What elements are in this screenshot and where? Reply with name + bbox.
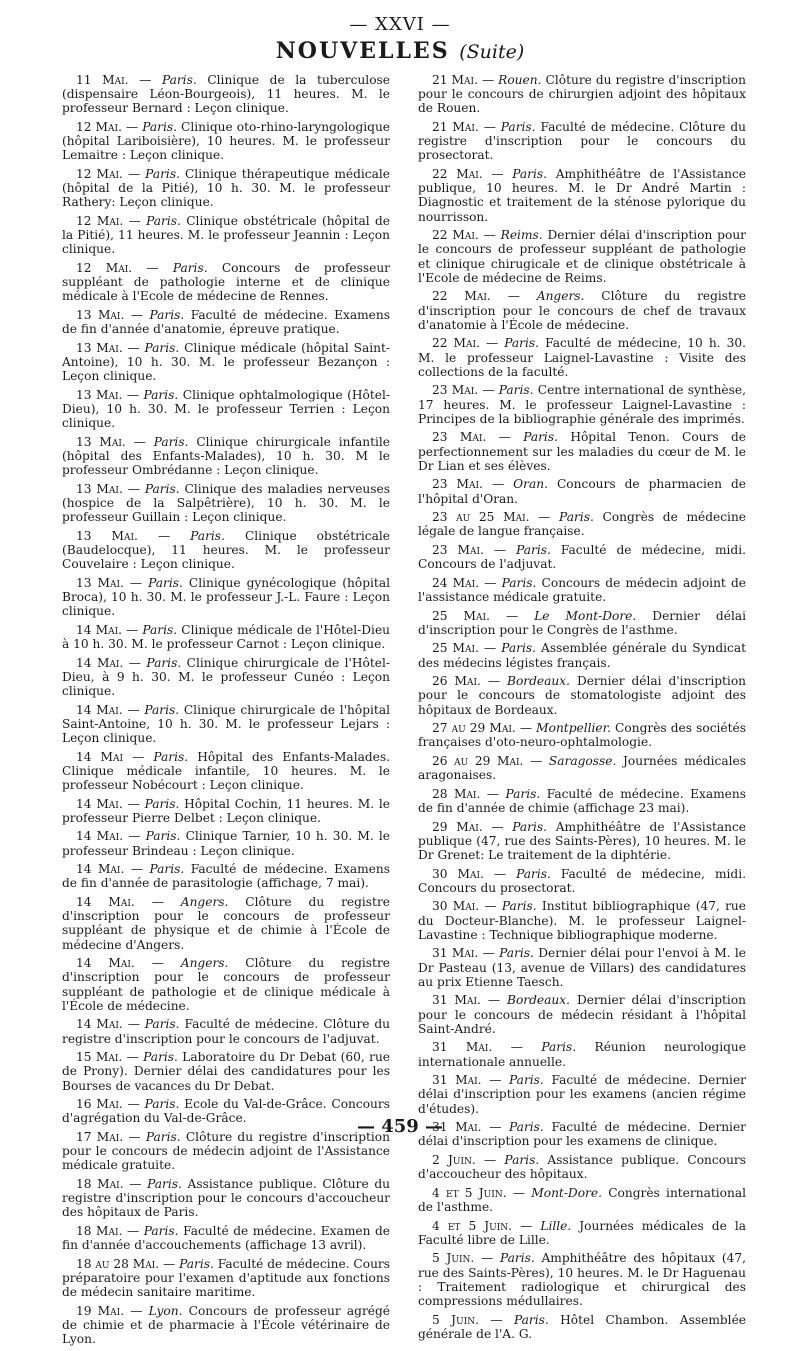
entry-text: Faculté de médecine, 10 h. 30. M. le professeur Laignel-Lavastine : Visite des collections de la faculté.	[418, 336, 746, 379]
entry-date: 22 Mai.	[432, 167, 483, 181]
entry-date: 5 Juin.	[432, 1251, 475, 1266]
entry-city: Paris.	[143, 1223, 179, 1238]
entry-city: Paris.	[143, 387, 179, 402]
entry-city: Paris.	[146, 655, 182, 670]
news-entry: 22 Mai. — Angers. Clôture du registre d'inscription pour le concours de chef de travaux d'anatomie à l'École de médecine.	[418, 289, 746, 332]
entry-text: Réunion neurologique internationale annuelle.	[418, 1040, 746, 1069]
news-entry: 14 Mai. — Paris. Hôpital Cochin, 11 heures. M. le professeur Pierre Delbet : Leçon clinique.	[62, 796, 391, 825]
entry-date: 23 Mai.	[432, 477, 483, 492]
entry-text: Congrès des sociétés françaises d'oto-neuro-ophtalmologie.	[418, 721, 746, 750]
entry-text: Hôpital des Enfants-Malades. Clinique médicale infantile, 10 heures. M. le professeur Nobécourt : Leçon clinique.	[62, 749, 391, 792]
news-entry: 23 Mai. — Paris. Faculté de médecine, midi. Concours de l'adjuvat.	[418, 543, 746, 572]
news-entry: 4 et 5 Juin. — Lille. Journées médicales de la Faculté libre de Lille.	[418, 1218, 747, 1247]
news-entry: 18 Mai. — Paris. Assistance publique. Clôture du registre d'inscription pour le concours d'accoucheur des hôpitaux de Paris.	[62, 1176, 391, 1220]
news-entry: 14 Mai. — Paris. Clinique chirurgicale de l'Hôtel-Dieu, à 9 h. 30. M. le professeur Cunéo : Leçon clinique.	[62, 655, 391, 698]
entry-city: Paris.	[523, 430, 558, 445]
entry-text: Concours de pharmacien de l'hôpital d'Oran.	[418, 477, 747, 506]
news-entry: 14 Mai. — Paris. Faculté de médecine. Examens de fin d'année de parasitologie (affichage, 7 mai).	[62, 862, 390, 891]
entry-city: Paris.	[153, 749, 189, 764]
page-number: — 459 —	[356, 1116, 444, 1137]
entry-date: 23 Mai.	[432, 383, 479, 398]
entry-city: Paris.	[516, 543, 551, 557]
entry-city: Paris.	[500, 120, 536, 134]
news-entry: 22 Mai. — Reims. Dernier délai d'inscription pour le concours de professeur suppléant de pathologie et clinique chirugicale et de clinique obstétricale à l'Ecole de médecine de Reims.	[418, 228, 746, 285]
news-entry: 23 Mai. — Oran. Concours de pharmacien de l'hôpital d'Oran.	[418, 477, 747, 506]
entry-date: 4 et 5 Juin.	[432, 1185, 507, 1200]
entry-city: Paris.	[142, 622, 178, 637]
news-entry: 4 et 5 Juin. — Mont-Dore. Congrès international de l'asthme.	[418, 1185, 746, 1214]
entry-date: 18 au 28 Mai.	[76, 1256, 160, 1271]
entry-text: Clinique chirurgicale infantile (hôpital des Enfants-Malades), 10 h. 30. M le professeur Ombrédanne : Leçon clinique.	[62, 434, 391, 478]
entry-text: Congrès de médecine légale de langue française.	[418, 510, 747, 539]
entry-city: Paris.	[501, 899, 537, 914]
entry-date: 19 Mai.	[76, 1303, 125, 1318]
news-entry: 18 au 28 Mai. — Paris. Faculté de médecine. Cours préparatoire pour l'examen d'aptitude aux fonctions de médecin sanitaire maritime.	[62, 1256, 391, 1300]
entry-text: Faculté de médecine. Cours préparatoire pour l'examen d'aptitude aux fonctions de médecin sanitaire maritime.	[62, 1256, 391, 1300]
entry-city: Paris.	[161, 73, 197, 87]
entry-city: Paris.	[144, 796, 180, 811]
entry-text: Centre international de synthèse, 17 heures. M. le professeur Laignel-Lavastine : Principes de la bibliographie générale des imprimés.	[418, 383, 746, 426]
entry-text: Laboratoire du Dr Debat (60, rue de Prony). Dernier délai des candidatures pour les Bourses de vacances du Dr Debat.	[62, 1050, 390, 1093]
entry-text: Hôtel Chambon. Assemblée générale de l'A. G.	[418, 1312, 746, 1341]
entry-date: 21 Mai.	[432, 73, 478, 87]
entry-text: Clinique médicale (hôpital Saint-Antoine), 10 h. 30. M. le professeur Bezançon : Leçon clinique.	[62, 340, 390, 384]
entry-date: 14 Mai.	[76, 829, 124, 844]
news-entry: 12 Mai. — Paris. Clinique oto-rhino-laryngologique (hôpital Lariboisière), 10 heures. M. le professeur Lemaitre : Leçon clinique.	[62, 120, 391, 163]
news-entry: 31 Mai. — Paris. Faculté de médecine. Dernier délai d'inscription pour les examens (ancien régime d'études).	[418, 1073, 746, 1116]
news-entry: 23 Mai. — Paris. Centre international de synthèse, 17 heures. M. le professeur Laignel-Lavastine : Principes de la bibliographie générale des imprimés.	[418, 383, 746, 426]
entry-text: Dernier délai d'inscription pour le Congrès de l'asthme.	[418, 608, 747, 637]
entry-text: Amphithéâtre des hôpitaux (47, rue des Saints-Pères), 10 heures. M. le Dr Haguenau : Traitement radiologique et chirurgical des compressions médullaires.	[418, 1251, 746, 1308]
entry-city: Montpellier.	[536, 721, 611, 736]
entry-date: 23 Mai.	[432, 430, 487, 445]
entry-city: Paris.	[504, 336, 540, 351]
entry-text: Clinique obstétricale (hôpital de la Pitié), 11 heures. M. le professeur Jeannin : Leçon clinique.	[62, 214, 390, 257]
entry-text: Hôpital Tenon. Cours de perfectionnement sur les maladies du cœur de M. le Dr Lian et ses élèves.	[418, 430, 747, 473]
entry-date: 22 Mai.	[432, 228, 479, 243]
entry-date: 12 Mai.	[76, 261, 133, 275]
entry-city: Angers.	[536, 289, 585, 304]
entry-date: 31 Mai.	[432, 946, 479, 961]
news-entry: 31 Mai. — Bordeaux. Dernier délai d'inscription pour le concours de médecin résidant à l'hôpital Saint-André.	[418, 993, 747, 1036]
entry-date: 11 Mai.	[76, 73, 129, 87]
entry-city: Paris.	[144, 702, 180, 717]
entry-city: Paris.	[509, 1073, 544, 1088]
news-entry: 19 Mai. — Lyon. Concours de professeur agrégé de chimie et de pharmacie à l'École vétérinaire de Lyon.	[62, 1303, 390, 1347]
entry-date: 31 Mai.	[432, 1073, 482, 1088]
entry-text: Clinique chirurgicale de l'hôpital Saint-Antoine, 10 h. 30. M. le professeur Lejars : Leçon clinique.	[62, 702, 390, 745]
entry-date: 14 Mai.	[76, 655, 124, 670]
news-entry: 17 Mai. — Paris. Clôture du registre d'inscription pour le concours de médecin adjoint de l'Assistance médicale gratuite.	[62, 1129, 390, 1173]
entry-city: Bordeaux.	[506, 674, 570, 689]
entry-city: Saragosse.	[548, 753, 617, 768]
entry-text: Faculté de médecine. Examen de fin d'année d'accouchements (affichage 13 avril).	[62, 1223, 390, 1253]
news-entry: 14 Mai. — Angers. Clôture du registre d'inscription pour le concours de professeur suppléant de pathologie et de clinique médicale à l'École de médecine.	[62, 956, 390, 1013]
entry-text: Journées médicales aragonaises.	[418, 753, 746, 783]
entry-city: Paris.	[179, 1256, 214, 1271]
entry-city: Paris.	[144, 1097, 180, 1112]
entry-text: Ecole du Val-de-Grâce. Concours d'agrégation du Val-de-Grâce.	[62, 1097, 390, 1126]
news-entry: 23 au 25 Mai. — Paris. Congrès de médecine légale de langue française.	[418, 510, 747, 539]
entry-city: Rouen.	[498, 73, 542, 87]
entry-text: Clôture du registre d'inscription pour le concours de médecin adjoint de l'Assistance médicale gratuite.	[62, 1129, 390, 1173]
entry-date: 18 Mai.	[76, 1176, 124, 1191]
entry-text: Faculté de médecine. Examens de fin d'année d'anatomie, épreuve pratique.	[62, 308, 390, 337]
entry-date: 31 Mai.	[432, 1120, 482, 1135]
news-entry: 25 Mai. — Le Mont-Dore. Dernier délai d'inscription pour le Congrès de l'asthme.	[418, 608, 747, 637]
entry-city: Paris.	[145, 1129, 181, 1144]
entry-city: Paris.	[499, 946, 534, 961]
news-entry: 14 Mai — Paris. Hôpital des Enfants-Malades. Clinique médicale infantile, 10 heures. M. le professeur Nobécourt : Leçon clinique.	[62, 749, 391, 792]
news-entry: 11 Mai. — Paris. Clinique de la tuberculose (dispensaire Léon-Bourgeois), 11 heures. M. le professeur Bernard : Leçon clinique.	[62, 73, 391, 116]
entry-date: 12 Mai.	[76, 120, 122, 134]
entry-text: Clinique Tarnier, 10 h. 30. M. le professeur Brindeau : Leçon clinique.	[62, 829, 390, 858]
entry-city: Lille.	[540, 1218, 572, 1233]
entry-text: Faculté de médecine. Examens de fin d'année de parasitologie (affichage, 7 mai).	[62, 862, 390, 891]
entry-date: 14 Mai.	[76, 622, 123, 637]
entry-date: 21 Mai.	[432, 120, 479, 134]
entry-text: Clinique thérapeutique médicale (hôpital de la Pitié), 10 h. 30. M. le professeur Rathery: Leçon clinique.	[62, 167, 390, 210]
news-entry: 15 Mai. — Paris. Laboratoire du Dr Debat (60, rue de Prony). Dernier délai des candidatures pour les Bourses de vacances du Dr Debat.	[62, 1050, 390, 1093]
entry-city: Paris.	[513, 1312, 549, 1327]
entry-date: 13 Mai.	[76, 387, 123, 402]
entry-text: Clinique ophtalmologique (Hôtel-Dieu), 10 h. 30. M. le professeur Terrien : Leçon clinique.	[62, 387, 391, 431]
entry-city: Paris.	[153, 434, 189, 449]
entry-city: Paris.	[146, 214, 181, 228]
news-entry: 21 Mai. — Paris. Faculté de médecine. Clôture du registre d'inscription pour le concours du prosectorat.	[418, 120, 747, 163]
section-title	[0, 38, 800, 64]
news-entry: 12 Mai. — Paris. Clinique thérapeutique médicale (hôpital de la Pitié), 10 h. 30. M. le professeur Rathery: Leçon clinique.	[62, 167, 390, 210]
news-entry: 26 au 29 Mai. — Saragosse. Journées médicales aragonaises.	[418, 753, 746, 783]
entry-text: Concours de médecin adjoint de l'assistance médicale gratuite.	[418, 575, 746, 604]
entry-date: 14 Mai.	[76, 862, 125, 877]
news-entry: 31 Mai. — Paris. Faculté de médecine. Dernier délai d'inscription pour les examens de clinique.	[418, 1120, 746, 1149]
entry-city: Angers.	[180, 894, 229, 909]
news-entry: 28 Mai. — Paris. Faculté de médecine. Examens de fin d'année de chimie (affichage 23 mai).	[418, 786, 746, 815]
entry-date: 26 Mai.	[432, 674, 481, 689]
news-entry: 18 Mai. — Paris. Faculté de médecine. Examen de fin d'année d'accouchements (affichage 13 avril).	[62, 1223, 390, 1253]
entry-text: Faculté de médecine. Examens de fin d'année de chimie (affichage 23 mai).	[418, 786, 746, 815]
entry-date: 13 Mai.	[76, 434, 126, 449]
news-entry: 14 Mai. — Paris. Clinique médicale de l'Hôtel-Dieu à 10 h. 30. M. le professeur Carnot : Leçon clinique.	[62, 622, 391, 651]
news-entry: 30 Mai. — Paris. Institut bibliographique (47, rue du Docteur-Blanche). M. le professeur Laignel-Lavastine : Technique bibliographique moderne.	[418, 899, 746, 942]
news-entry: 21 Mai. — Rouen. Clôture du registre d'inscription pour le concours de chirurgien adjoint des hôpitaux de Rouen.	[418, 73, 746, 116]
entry-date: 23 Mai.	[432, 543, 484, 557]
entry-text: Faculté de médecine. Clôture du registre d'inscription pour le concours du prosectorat.	[418, 120, 747, 163]
entry-city: Paris.	[501, 575, 537, 590]
news-entry: 2 Juin. — Paris. Assistance publique. Concours d'accoucheur des hôpitaux.	[418, 1152, 746, 1182]
right-column	[418, 73, 746, 1345]
entry-text: Institut bibliographique (47, rue du Docteur-Blanche). M. le professeur Laignel-Lavastine : Technique bibliographique moderne.	[418, 899, 746, 942]
news-entry: 23 Mai. — Paris. Hôpital Tenon. Cours de perfectionnement sur les maladies du cœur de M. le Dr Lian et ses élèves.	[418, 430, 747, 473]
news-entry: 25 Mai. — Paris. Assemblée générale du Syndicat des médecins légistes français.	[418, 641, 747, 670]
entry-date: 23 au 25 Mai.	[432, 510, 530, 525]
entry-text: Clinique obstétricale (Baudelocque), 11 heures. M. le professeur Couvelaire : Leçon clinique.	[62, 528, 391, 572]
entry-date: 2 Juin.	[432, 1152, 476, 1167]
left-column	[62, 73, 390, 1351]
entry-city: Paris.	[512, 167, 548, 181]
news-entry: 31 Mai. — Paris. Dernier délai pour l'envoi à M. le Dr Pasteau (13, avenue de Villars) des candidatures au prix Etienne Taesch.	[418, 946, 747, 989]
entry-text: Clôture du registre d'inscription pour le concours de chef de travaux d'anatomie à l'École de médecine.	[418, 289, 746, 332]
entry-text: Faculté de médecine, midi. Concours de l'adjuvat.	[418, 543, 746, 572]
entry-city: Paris.	[498, 383, 534, 398]
entry-text: Dernier délai d'inscription pour le concours de médecin résidant à l'hôpital Saint-André.	[418, 993, 747, 1036]
entry-text: Concours de professeur suppléant de pathologie interne et de clinique médicale à l'Ecole de médecine de Rennes.	[62, 261, 390, 304]
news-entry: 14 Mai. — Paris. Clinique Tarnier, 10 h. 30. M. le professeur Brindeau : Leçon clinique.	[62, 829, 390, 858]
entry-city: Paris.	[504, 1152, 540, 1167]
entry-city: Lyon.	[148, 1303, 183, 1318]
entry-date: 12 Mai.	[76, 167, 123, 181]
entry-text: Assemblée générale du Syndicat des médecins légistes français.	[418, 641, 747, 670]
title-text: NOUVELLES	[275, 38, 450, 64]
news-entry: 22 Mai. — Paris. Amphithéâtre de l'Assistance publique, 10 heures. M. le Dr André Martin : Diagnostic et traitement de la sténose pylorique du nourrisson.	[418, 167, 747, 224]
entry-date: 26 au 29 Mai.	[432, 753, 524, 768]
entry-text: Faculté de médecine. Dernier délai d'inscription pour les examens de clinique.	[418, 1120, 746, 1149]
entry-date: 13 Mai.	[76, 575, 124, 590]
entry-date: 24 Mai.	[432, 575, 480, 590]
entry-date: 12 Mai.	[76, 214, 124, 228]
entry-text: Faculté de médecine. Dernier délai d'inscription pour les examens (ancien régime d'études).	[418, 1073, 746, 1116]
entry-text: Clôture du registre d'inscription pour le concours de professeur suppléant de pathologie et de clinique médicale à l'École de médecine.	[62, 956, 390, 1013]
entry-date: 30 Mai.	[432, 866, 484, 881]
news-entry: 30 Mai. — Paris. Faculté de médecine, midi. Concours du prosectorat.	[418, 866, 746, 895]
entry-city: Mont-Dore.	[531, 1185, 602, 1200]
entry-date: 14 Mai	[76, 749, 124, 764]
entry-date: 15 Mai.	[76, 1050, 123, 1065]
entry-date: 18 Mai.	[76, 1223, 123, 1238]
news-entry: 14 Mai. — Paris. Clinique chirurgicale de l'hôpital Saint-Antoine, 10 h. 30. M. le professeur Lejars : Leçon clinique.	[62, 702, 390, 745]
news-entry: 16 Mai. — Paris. Ecole du Val-de-Grâce. Concours d'agrégation du Val-de-Grâce.	[62, 1097, 390, 1126]
entry-date: 22 Mai.	[432, 289, 491, 304]
news-entry: 31 Mai. — Paris. Réunion neurologique internationale annuelle.	[418, 1040, 746, 1069]
news-entry: 13 Mai. — Paris. Clinique gynécologique (hôpital Broca), 10 h. 30. M. le professeur J.-L. Faure : Leçon clinique.	[62, 575, 390, 619]
entry-date: 16 Mai.	[76, 1097, 123, 1112]
entry-city: Paris.	[149, 308, 185, 322]
entry-text: Clinique chirurgicale de l'Hôtel-Dieu, à 9 h. 30. M. le professeur Cunéo : Leçon clinique.	[62, 655, 391, 698]
entry-text: Concours de professeur agrégé de chimie et de pharmacie à l'École vétérinaire de Lyon.	[62, 1303, 390, 1347]
entry-city: Paris.	[147, 1176, 182, 1191]
news-entry: 13 Mai. — Paris. Clinique obstétricale (Baudelocque), 11 heures. M. le professeur Couvelaire : Leçon clinique.	[62, 528, 391, 572]
news-entry: 13 Mai. — Paris. Clinique médicale (hôpital Saint-Antoine), 10 h. 30. M. le professeur Bezançon : Leçon clinique.	[62, 340, 390, 384]
entry-text: Hôpital Cochin, 11 heures. M. le professeur Pierre Delbet : Leçon clinique.	[62, 796, 391, 825]
entry-city: Paris.	[143, 1050, 178, 1065]
entry-city: Paris.	[142, 120, 177, 134]
entry-city: Paris.	[144, 1017, 180, 1032]
entry-city: Paris.	[501, 641, 536, 656]
entry-date: 14 Mai.	[76, 956, 135, 971]
entry-city: Paris.	[541, 1040, 577, 1055]
entry-text: Clinique gynécologique (hôpital Broca), 10 h. 30. M. le professeur J.-L. Faure : Leçon clinique.	[62, 575, 390, 619]
title-suite: (Suite)	[459, 41, 525, 63]
entry-city: Paris.	[144, 340, 180, 355]
entry-date: 13 Mai.	[76, 528, 138, 543]
entry-text: Clôture du registre d'inscription pour le concours de professeur suppléant de physique et de chimie à l'École de médecine d'Angers.	[62, 894, 390, 952]
entry-text: Dernier délai pour l'envoi à M. le Dr Pasteau (13, avenue de Villars) des candidatures au prix Etienne Taesch.	[418, 946, 747, 989]
entry-city: Paris.	[509, 1120, 544, 1135]
entry-date: 27 au 29 Mai.	[432, 721, 516, 736]
entry-text: Clinique des maladies nerveuses (hospice de la Salpêtrière), 10 h. 30. M. le professeur Guillain : Leçon clinique.	[62, 481, 390, 525]
entry-city: Paris.	[512, 819, 548, 834]
news-entry: 12 Mai. — Paris. Concours de professeur suppléant de pathologie interne et de clinique médicale à l'Ecole de médecine de Rennes.	[62, 261, 390, 304]
entry-date: 14 Mai.	[76, 702, 123, 717]
entry-text: Clôture du registre d'inscription pour le concours de chirurgien adjoint des hôpitaux de Rouen.	[418, 73, 746, 116]
entry-text: Assistance publique. Clôture du registre d'inscription pour le concours d'accoucheur des hôpitaux de Paris.	[62, 1176, 391, 1220]
entry-city: Angers.	[180, 956, 229, 971]
news-entry: 14 Mai. — Angers. Clôture du registre d'inscription pour le concours de professeur suppléant de physique et de chimie à l'École de médecine d'Angers.	[62, 894, 390, 952]
entry-date: 17 Mai.	[76, 1129, 124, 1144]
entry-city: Paris.	[144, 481, 180, 496]
news-entry: 5 Juin. — Paris. Amphithéâtre des hôpitaux (47, rue des Saints-Pères), 10 heures. M. le Dr Haguenau : Traitement radiologique et chirurgical des compressions médullaires.	[418, 1251, 746, 1308]
entry-text: Assistance publique. Concours d'accoucheur des hôpitaux.	[418, 1152, 746, 1182]
entry-city: Paris.	[145, 829, 181, 844]
entry-city: Paris.	[505, 786, 541, 801]
entry-text: Dernier délai d'inscription pour le concours de stomatologiste adjoint des hôpitaux de Bordeaux.	[418, 674, 747, 717]
entry-city: Paris.	[148, 575, 183, 590]
entry-text: Faculté de médecine, midi. Concours du prosectorat.	[418, 866, 746, 895]
entry-text: Clinique de la tuberculose (dispensaire Léon-Bourgeois), 11 heures. M. le professeur Bernard : Leçon clinique.	[62, 73, 391, 116]
entry-city: Paris.	[172, 261, 208, 275]
entry-city: Le Mont-Dore.	[534, 608, 637, 623]
entry-date: 31 Mai.	[432, 993, 481, 1008]
entry-date: 25 Mai.	[432, 641, 479, 656]
entry-city: Bordeaux.	[506, 993, 570, 1008]
entry-date: 29 Mai.	[432, 819, 483, 834]
news-entry: 29 Mai. — Paris. Amphithéâtre de l'Assistance publique (47, rue des Saints-Pères), 10 heures. M. le Dr Grenet: Le traitement de la diphtérie.	[418, 819, 747, 862]
entry-text: Congrès international de l'asthme.	[418, 1185, 746, 1214]
entry-date: 31 Mai.	[432, 1040, 493, 1055]
entry-date: 30 Mai.	[432, 899, 480, 914]
news-entry: 13 Mai. — Paris. Clinique chirurgicale infantile (hôpital des Enfants-Malades), 10 h. 30. M le professeur Ombrédanne : Leçon clinique.	[62, 434, 391, 478]
entry-city: Oran.	[513, 477, 548, 492]
entry-date: 13 Mai.	[76, 340, 123, 355]
news-entry: 14 Mai. — Paris. Faculté de médecine. Clôture du registre d'inscription pour le concours de l'adjuvat.	[62, 1017, 391, 1046]
entry-city: Paris.	[559, 510, 594, 525]
entry-city: Reims.	[500, 228, 543, 243]
news-entry: 12 Mai. — Paris. Clinique obstétricale (hôpital de la Pitié), 11 heures. M. le professeur Jeannin : Leçon clinique.	[62, 214, 390, 257]
entry-city: Paris.	[516, 866, 551, 881]
entry-city: Paris.	[145, 167, 180, 181]
entry-text: Dernier délai d'inscription pour le concours de professeur suppléant de pathologie et clinique chirugicale et de clinique obstétricale à l'Ecole de médecine de Reims.	[418, 228, 746, 285]
news-entry: 13 Mai. — Paris. Clinique ophtalmologique (Hôtel-Dieu), 10 h. 30. M. le professeur Terrien : Leçon clinique.	[62, 387, 391, 431]
entry-text: Faculté de médecine. Clôture du registre d'inscription pour le concours de l'adjuvat.	[62, 1017, 391, 1046]
entry-text: Clinique médicale de l'Hôtel-Dieu à 10 h. 30. M. le professeur Carnot : Leçon clinique.	[62, 622, 391, 651]
entry-date: 13 Mai.	[76, 308, 125, 322]
entry-text: Journées médicales de la Faculté libre de Lille.	[418, 1218, 747, 1247]
entry-city: Paris.	[149, 862, 185, 877]
news-entry: 27 au 29 Mai. — Montpellier. Congrès des sociétés françaises d'oto-neuro-ophtalmologie.	[418, 721, 746, 750]
entry-date: 25 Mai.	[432, 608, 490, 623]
news-entry: 24 Mai. — Paris. Concours de médecin adjoint de l'assistance médicale gratuite.	[418, 575, 746, 604]
entry-date: 22 Mai.	[432, 336, 480, 351]
entry-date: 13 Mai.	[76, 481, 123, 496]
entry-city: Paris.	[190, 528, 225, 543]
news-entry: 13 Mai. — Paris. Faculté de médecine. Examens de fin d'année d'anatomie, épreuve pratique.	[62, 308, 390, 337]
news-entry: 22 Mai. — Paris. Faculté de médecine, 10 h. 30. M. le professeur Laignel-Lavastine : Visite des collections de la faculté.	[418, 336, 746, 379]
entry-date: 14 Mai.	[76, 1017, 123, 1032]
entry-date: 14 Mai.	[76, 796, 123, 811]
news-entry: 13 Mai. — Paris. Clinique des maladies nerveuses (hospice de la Salpêtrière), 10 h. 30. M. le professeur Guillain : Leçon clinique.	[62, 481, 390, 525]
news-entry: 26 Mai. — Bordeaux. Dernier délai d'inscription pour le concours de stomatologiste adjoint des hôpitaux de Bordeaux.	[418, 674, 747, 717]
news-entry: 5 Juin. — Paris. Hôtel Chambon. Assemblée générale de l'A. G.	[418, 1312, 746, 1341]
entry-date: 28 Mai.	[432, 786, 481, 801]
entry-date: 14 Mai.	[76, 894, 135, 909]
entry-text: Clinique oto-rhino-laryngologique (hôpital Lariboisière), 10 heures. M. le professeur Lemaitre : Leçon clinique.	[62, 120, 391, 163]
entry-date: 5 Juin.	[432, 1312, 479, 1327]
page-roman-numeral: — XXVI —	[349, 14, 451, 35]
entry-text: Amphithéâtre de l'Assistance publique (47, rue des Saints-Pères), 10 heures. M. le Dr Grenet: Le traitement de la diphtérie.	[418, 819, 747, 862]
entry-city: Paris.	[499, 1251, 535, 1266]
entry-date: 4 et 5 Juin.	[432, 1218, 513, 1233]
entry-text: Amphithéâtre de l'Assistance publique, 10 heures. M. le Dr André Martin : Diagnostic et traitement de la sténose pylorique du nourrisson.	[418, 167, 747, 224]
